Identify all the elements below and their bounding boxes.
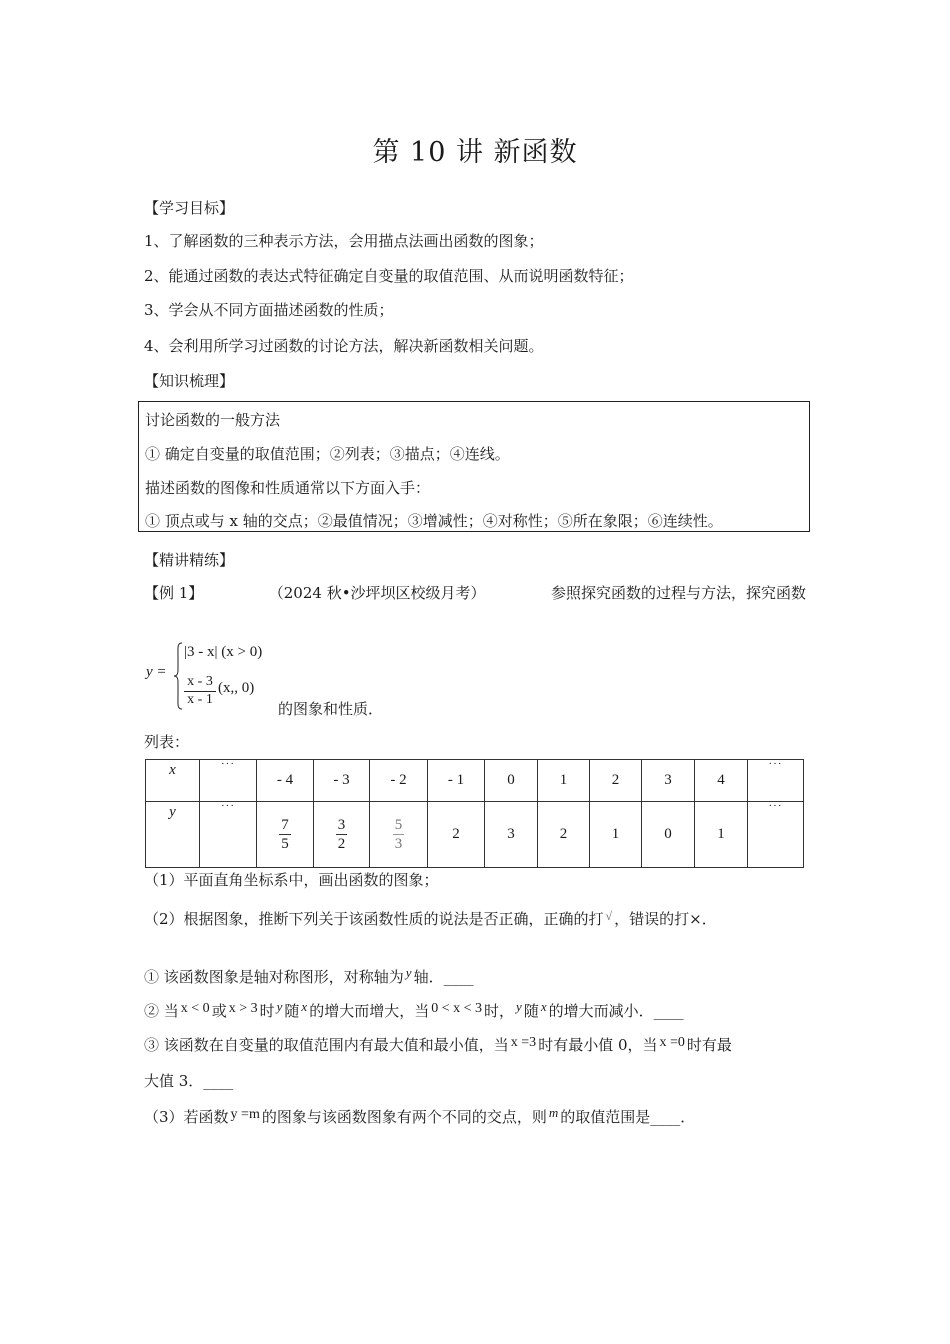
goal-item: 4、会利用所学习过函数的讨论方法，解决新函数相关问题。 — [144, 337, 544, 355]
table-cell-dots: ··· — [200, 802, 257, 868]
table-cell: 1 — [590, 802, 642, 868]
table-cell: - 2 — [370, 760, 428, 802]
table-cell-fraction — [314, 802, 370, 868]
table-cell: 1 — [695, 802, 748, 868]
example-1-header — [144, 582, 806, 603]
table-cell: 4 — [695, 760, 748, 802]
table-cell: 2 — [428, 802, 485, 868]
brace-icon — [174, 642, 184, 710]
fraction — [393, 816, 405, 853]
math-var: x — [301, 999, 308, 1014]
statement-2 — [144, 1000, 684, 1021]
table-cell-y-label: y — [146, 802, 200, 868]
math-var: y — [276, 999, 283, 1014]
page-title: 第 10 讲 新函数 — [372, 137, 578, 168]
table-cell: 3 — [485, 802, 538, 868]
knowledge-box — [138, 401, 810, 532]
formula-y-eq: y = — [146, 664, 167, 680]
fraction-denominator: x - 1 — [187, 692, 213, 707]
practice-heading: 【精讲精练】 — [144, 551, 235, 569]
statement-text: ② 当 — [144, 1002, 179, 1020]
table-cell: 0 — [485, 760, 538, 802]
piecewise-formula — [146, 640, 286, 712]
statement-text: 或 — [211, 1002, 227, 1020]
table-cell: 2 — [538, 802, 590, 868]
question-text: 的取值范围是____． — [560, 1108, 696, 1126]
table-cell: - 3 — [314, 760, 370, 802]
knowledge-heading: 【知识梳理】 — [144, 372, 235, 390]
fraction-numerator: 5 — [394, 817, 403, 833]
math-var: x — [540, 999, 547, 1014]
table-cell: - 4 — [257, 760, 314, 802]
fraction — [336, 816, 348, 853]
table-cell-fraction — [257, 802, 314, 868]
table-cell-dots: ··· — [748, 760, 804, 802]
statement-text: 时有最 — [686, 1036, 732, 1054]
knowledge-line: ① 顶点或与 x 轴的交点；②最值情况；③增减性；④对称性；⑤所在象限；⑥连续性。 — [145, 512, 723, 530]
question-2-text: （2）根据图象，推断下列关于该函数性质的说法是否正确，正确的打 — [144, 910, 604, 928]
math-var: y — [516, 999, 522, 1014]
knowledge-line: 描述函数的图像和性质通常以下方面入手： — [145, 479, 431, 497]
example-text-2: 的图象和性质． — [278, 700, 384, 718]
math-expr: y =m — [230, 1107, 260, 1122]
statement-text: 时有最小值 0，当 — [538, 1036, 658, 1054]
formula-fraction — [184, 674, 216, 708]
table-row-y — [146, 802, 804, 868]
table-cell-fraction — [370, 802, 428, 868]
statement-text: 的增大而增大，当 — [309, 1002, 430, 1020]
table-cell: - 1 — [428, 760, 485, 802]
example-source: （2024 秋•沙坪坝区校级月考） — [268, 584, 486, 602]
statement-1 — [144, 966, 474, 987]
math-expr: 0 < x < 3 — [431, 1001, 483, 1016]
statement-3 — [144, 1034, 732, 1055]
statement-text: ① 该函数图象是轴对称图形，对称轴为 — [144, 968, 404, 986]
knowledge-line: ① 确定自变量的取值范围；②列表；③描点；④连线。 — [145, 445, 510, 463]
example-label: 【例 1】 — [144, 584, 204, 602]
formula-row-2-condition: (x,, 0) — [218, 680, 255, 696]
statement-text: 轴．____ — [413, 968, 474, 986]
table-cell: 1 — [538, 760, 590, 802]
math-var: m — [548, 1105, 559, 1120]
fraction-numerator: x - 3 — [184, 674, 216, 692]
goal-item: 3、学会从不同方面描述函数的性质； — [144, 301, 394, 319]
math-var: y — [405, 965, 412, 980]
fraction-denominator: 2 — [337, 836, 346, 852]
fraction-denominator: 3 — [394, 836, 403, 852]
question-1: （1）平面直角坐标系中，画出函数的图象； — [144, 871, 439, 889]
math-expr: x =3 — [510, 1035, 537, 1050]
table-cell-dots: ··· — [748, 802, 804, 868]
table-intro: 列表： — [144, 733, 190, 751]
question-2-text-end: ，错误的打×． — [614, 910, 717, 928]
math-expr: x =0 — [659, 1035, 685, 1050]
question-text: （3）若函数 — [144, 1108, 229, 1126]
knowledge-line: 讨论函数的一般方法 — [145, 411, 281, 429]
statement-text: 的增大而减小．____ — [548, 1002, 684, 1020]
math-expr: x < 0 — [180, 1001, 210, 1016]
formula-row-1: |3 - x| (x > 0) — [184, 644, 263, 660]
statement-text: 随 — [284, 1002, 300, 1020]
value-table — [145, 759, 804, 868]
question-2 — [144, 908, 717, 929]
statement-text: 随 — [523, 1002, 539, 1020]
table-cell-dots: ··· — [200, 760, 257, 802]
statement-text: 时， — [484, 1002, 515, 1020]
fraction-numerator: 3 — [337, 817, 346, 833]
check-mark: √ — [605, 909, 613, 923]
goals-heading: 【学习目标】 — [144, 199, 235, 217]
table-cell: 3 — [642, 760, 695, 802]
fraction-denominator: 5 — [281, 836, 289, 852]
math-expr: x > 3 — [228, 1001, 258, 1016]
statement-text: 时 — [259, 1002, 275, 1020]
example-text: 参照探究函数的过程与方法，探究函数 — [550, 584, 806, 602]
table-row-x — [146, 760, 804, 802]
fraction-numerator: 7 — [281, 817, 289, 833]
table-cell: 2 — [590, 760, 642, 802]
table-cell: 0 — [642, 802, 695, 868]
goal-item: 1、了解函数的三种表示方法，会用描点法画出函数的图象； — [144, 232, 544, 250]
goal-item: 2、能通过函数的表达式特征确定自变量的取值范围、从而说明函数特征； — [144, 267, 634, 285]
question-text: 的图象与该函数图象有两个不同的交点，则 — [261, 1108, 547, 1126]
question-3 — [144, 1106, 695, 1127]
statement-3-line-2: 大值 3．____ — [144, 1072, 234, 1090]
fraction — [279, 816, 291, 853]
statement-text: ③ 该函数在自变量的取值范围内有最大值和最小值，当 — [144, 1036, 509, 1054]
table-cell-x-label: x — [146, 760, 200, 802]
